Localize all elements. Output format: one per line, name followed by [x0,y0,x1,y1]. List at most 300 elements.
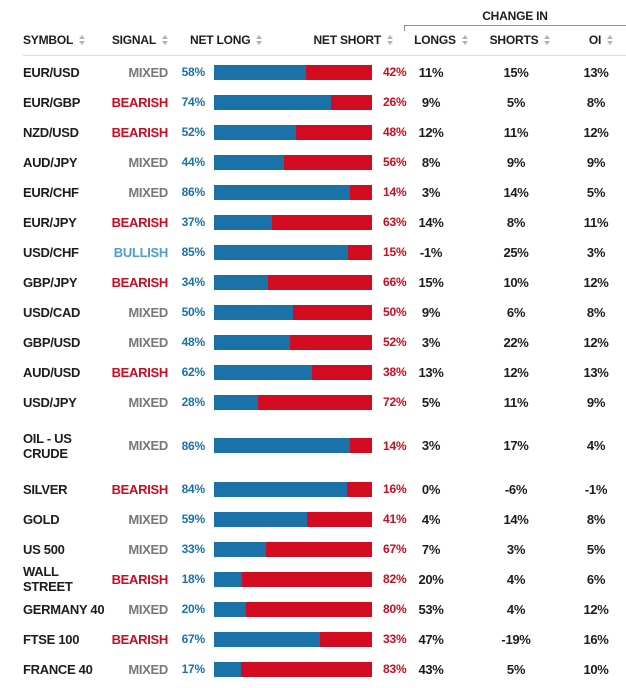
change-shorts-value: 4% [506,601,526,617]
spacer [546,624,566,654]
change-oi-value: 9% [586,394,606,410]
table-row [0,474,626,504]
column-header-signal[interactable] [100,32,168,48]
table-row [0,417,626,474]
column-header-symbol-label: SYMBOL [23,33,74,47]
change-in-group-label: CHANGE IN [482,9,548,23]
net-long-bar [214,572,242,587]
net-long-value: 20% [181,602,205,616]
net-long-bar [214,95,331,110]
change-shorts-value: -6% [504,481,528,497]
symbol-cell[interactable]: OIL - US CRUDE [23,430,72,461]
table-body [0,57,626,688]
net-long-value: 34% [181,275,205,289]
symbol-cell[interactable]: EUR/CHF [23,184,79,200]
spacer [205,327,214,357]
symbol-cell[interactable]: AUD/USD [23,364,81,380]
net-long-bar [214,662,241,677]
sentiment-bar [214,572,372,587]
sort-icon[interactable] [79,35,85,45]
sentiment-bar [214,662,372,677]
spacer [205,297,214,327]
net-short-bar [306,65,372,80]
column-header-net-long-label: NET LONG [190,33,251,47]
signal-cell: BULLISH [113,244,168,260]
change-longs-value: 8% [421,154,441,170]
spacer [546,207,566,237]
spacer [546,117,566,147]
symbol-cell[interactable]: EUR/USD [23,64,80,80]
change-longs-value: 11% [418,64,444,80]
net-short-bar [246,602,372,617]
sentiment-bar [214,275,372,290]
net-long-value: 58% [181,65,205,79]
spacer [372,357,383,387]
net-long-bar [214,512,307,527]
spacer [205,237,214,267]
spacer [546,504,566,534]
sentiment-bar [214,542,372,557]
sentiment-bar [214,632,372,647]
spacer [546,147,566,177]
spacer [372,564,383,594]
spacer [205,417,214,474]
net-long-value: 59% [181,512,205,526]
sentiment-bar [214,305,372,320]
net-short-value: 80% [383,602,407,616]
symbol-cell[interactable]: GBP/JPY [23,274,78,290]
net-short-value: 33% [383,632,407,646]
sentiment-bar [214,155,372,170]
table-row [0,534,626,564]
table-row [0,207,626,237]
change-longs-value: 14% [418,214,444,230]
net-long-value: 84% [181,482,205,496]
signal-cell: BEARISH [111,94,168,110]
net-long-bar [214,438,350,453]
net-short-bar [350,438,372,453]
signal-cell: MIXED [128,511,168,527]
signal-cell: MIXED [128,601,168,617]
symbol-cell[interactable]: SILVER [23,481,68,497]
spacer [372,297,383,327]
net-long-value: 86% [181,438,205,453]
spacer [205,387,214,417]
spacer [451,564,486,594]
spacer [451,147,486,177]
spacer [205,177,214,207]
change-longs-value: 7% [421,541,441,557]
change-shorts-value: 25% [503,244,529,260]
change-oi-value: 12% [583,124,609,140]
spacer [451,207,486,237]
change-shorts-value: 12% [503,364,529,380]
change-longs-value: 5% [421,394,441,410]
spacer [205,624,214,654]
spacer [451,624,486,654]
net-long-bar [214,65,306,80]
net-long-bar [214,185,350,200]
net-short-bar [320,632,372,647]
net-short-bar [242,572,372,587]
symbol-cell[interactable]: WALL STREET [23,564,73,594]
spacer [372,267,383,297]
column-header-symbol[interactable] [23,32,85,48]
spacer [546,654,566,684]
symbol-cell[interactable]: GOLD [23,511,60,527]
change-oi-value: 4% [586,438,606,453]
signal-cell: BEARISH [111,481,168,497]
sentiment-bar [214,215,372,230]
net-short-bar [348,245,372,260]
net-long-value: 17% [181,662,205,676]
spacer [372,177,383,207]
net-short-bar [350,185,372,200]
signal-cell: MIXED [128,334,168,350]
spacer [546,594,566,624]
net-long-bar [214,215,272,230]
net-long-value: 44% [181,155,205,169]
header-divider [23,55,626,56]
net-long-bar [214,482,347,497]
table-row [0,504,626,534]
signal-cell: BEARISH [111,214,168,230]
table-row [0,57,626,87]
spacer [205,474,214,504]
spacer [546,327,566,357]
net-short-bar [307,512,372,527]
change-shorts-value: 6% [506,304,526,320]
symbol-cell[interactable]: US 500 [23,541,65,557]
column-header-change-oi[interactable] [566,32,626,48]
net-short-value: 56% [383,155,407,169]
net-long-bar [214,542,266,557]
sort-icon[interactable] [544,35,550,45]
change-oi-value: -1% [584,481,608,497]
change-oi-value: 8% [586,94,606,110]
spacer [451,534,486,564]
spacer [205,654,214,684]
change-shorts-value: 5% [506,94,526,110]
change-longs-value: 20% [418,571,444,587]
net-short-value: 14% [383,438,407,453]
spacer [372,417,383,474]
net-long-bar [214,155,284,170]
net-long-value: 37% [181,215,205,229]
net-short-bar [312,365,372,380]
change-shorts-value: 10% [503,274,529,290]
spacer [546,564,566,594]
net-short-bar [331,95,372,110]
sentiment-bar [214,245,372,260]
spacer [205,267,214,297]
net-short-value: 48% [383,125,407,139]
signal-cell: BEARISH [111,631,168,647]
net-short-bar [290,335,372,350]
signal-cell: MIXED [128,184,168,200]
change-oi-value: 3% [586,244,606,260]
change-shorts-value: 17% [503,438,529,453]
spacer [451,177,486,207]
spacer [451,387,486,417]
change-shorts-value: 15% [503,64,529,80]
spacer [372,327,383,357]
net-short-bar [347,482,372,497]
table-row [0,357,626,387]
sentiment-bar [214,95,372,110]
spacer [372,87,383,117]
spacer [205,564,214,594]
spacer [451,594,486,624]
column-header-net-short-label: NET SHORT [313,33,381,47]
sentiment-bar [214,482,372,497]
sentiment-bar [214,125,372,140]
change-longs-value: 12% [418,124,444,140]
change-longs-value: 9% [421,94,441,110]
change-oi-value: 13% [583,64,609,80]
column-header-change-shorts[interactable] [483,32,557,48]
column-header-change-longs[interactable] [404,32,478,48]
change-shorts-value: 14% [503,184,529,200]
spacer [546,237,566,267]
change-shorts-value: 5% [506,661,526,677]
spacer [205,534,214,564]
change-shorts-value: 11% [503,394,529,410]
net-short-value: 38% [383,365,407,379]
change-longs-value: 13% [418,364,444,380]
symbol-cell[interactable]: EUR/GBP [23,94,81,110]
signal-cell: BEARISH [111,124,168,140]
symbol-cell[interactable]: FTSE 100 [23,631,80,647]
change-longs-value: 3% [421,334,441,350]
sort-icon[interactable] [162,35,168,45]
signal-cell: MIXED [128,661,168,677]
spacer [546,387,566,417]
change-oi-value: 8% [586,511,606,527]
symbol-cell[interactable]: USD/CHF [23,244,79,260]
spacer [205,117,214,147]
table-header [0,0,626,57]
net-long-value: 48% [181,335,205,349]
spacer [205,57,214,87]
spacer [372,474,383,504]
net-long-value: 50% [181,305,205,319]
net-long-bar [214,632,320,647]
change-shorts-value: 11% [503,124,529,140]
change-longs-value: 43% [418,661,444,677]
net-short-value: 63% [383,215,407,229]
spacer [205,87,214,117]
symbol-cell[interactable]: GERMANY 40 [23,601,105,617]
symbol-cell[interactable]: EUR/JPY [23,214,77,230]
spacer [205,147,214,177]
change-longs-value: 3% [421,184,441,200]
change-in-bracket [404,25,626,31]
net-short-bar [296,125,372,140]
spacer [546,267,566,297]
spacer [372,237,383,267]
column-header-net-short[interactable] [250,32,393,48]
spacer [205,357,214,387]
spacer [451,327,486,357]
spacer [372,504,383,534]
symbol-cell[interactable]: USD/JPY [23,394,77,410]
signal-cell: MIXED [128,394,168,410]
table-row [0,564,626,594]
signal-cell: MIXED [128,154,168,170]
net-short-bar [258,395,372,410]
table-row [0,237,626,267]
change-oi-value: 11% [583,214,609,230]
spacer [205,594,214,624]
spacer [546,177,566,207]
spacer [546,357,566,387]
change-oi-value: 8% [586,304,606,320]
net-short-value: 52% [383,335,407,349]
change-shorts-value: 3% [506,541,526,557]
spacer [372,534,383,564]
table-row [0,594,626,624]
net-long-value: 52% [181,125,205,139]
symbol-cell[interactable]: NZD/USD [23,124,79,140]
spacer [546,474,566,504]
change-shorts-value: 9% [506,154,526,170]
change-oi-value: 9% [586,154,606,170]
sort-icon[interactable] [387,35,393,45]
change-longs-value: -1% [419,244,443,260]
net-long-value: 67% [181,632,205,646]
spacer [546,57,566,87]
signal-cell: BEARISH [111,274,168,290]
table-row [0,177,626,207]
table-row [0,327,626,357]
table-row [0,117,626,147]
signal-cell: MIXED [128,304,168,320]
spacer [372,207,383,237]
net-long-bar [214,305,293,320]
spacer [205,207,214,237]
net-long-value: 62% [181,365,205,379]
table-row [0,654,626,684]
net-short-bar [266,542,372,557]
change-oi-value: 10% [583,661,609,677]
sentiment-bar [214,512,372,527]
spacer [372,147,383,177]
change-longs-value: 53% [418,601,444,617]
spacer [546,417,566,474]
signal-cell: BEARISH [111,364,168,380]
spacer [372,594,383,624]
symbol-cell[interactable]: FRANCE 40 [23,661,93,677]
spacer [451,237,486,267]
signal-cell: MIXED [128,64,168,80]
change-shorts-value: -19% [501,631,531,647]
change-longs-value: 0% [421,481,441,497]
sentiment-bar [214,438,372,453]
spacer [372,387,383,417]
net-long-bar [214,125,296,140]
spacer [372,57,383,87]
spacer [451,417,486,474]
change-longs-value: 3% [421,438,441,453]
table-row [0,387,626,417]
net-short-value: 16% [383,482,407,496]
net-short-value: 82% [383,572,407,586]
net-long-bar [214,275,268,290]
spacer [451,297,486,327]
net-short-value: 26% [383,95,407,109]
change-oi-value: 12% [583,601,609,617]
change-oi-value: 5% [586,541,606,557]
sentiment-bar [214,395,372,410]
net-short-value: 42% [383,65,407,79]
change-longs-value: 15% [418,274,444,290]
net-long-bar [214,335,290,350]
spacer [372,117,383,147]
spacer [451,57,486,87]
net-short-value: 15% [383,245,407,259]
net-long-value: 86% [181,185,205,199]
change-longs-value: 4% [421,511,441,527]
table-row [0,624,626,654]
net-short-bar [272,215,372,230]
net-long-value: 18% [181,572,205,586]
symbol-cell[interactable]: GBP/USD [23,334,81,350]
spacer [451,117,486,147]
net-short-value: 14% [383,185,407,199]
sentiment-bar [214,335,372,350]
change-shorts-value: 22% [503,334,529,350]
sentiment-bar [214,185,372,200]
net-long-value: 33% [181,542,205,556]
change-shorts-value: 14% [503,511,529,527]
spacer [546,297,566,327]
net-long-bar [214,365,312,380]
symbol-cell[interactable]: USD/CAD [23,304,81,320]
change-longs-value: 47% [418,631,444,647]
table-row [0,147,626,177]
spacer [372,654,383,684]
net-short-value: 66% [383,275,407,289]
spacer [546,534,566,564]
change-oi-value: 12% [583,274,609,290]
net-long-bar [214,602,246,617]
spacer [205,504,214,534]
sort-icon[interactable] [462,35,468,45]
net-short-value: 83% [383,662,407,676]
table-row [0,87,626,117]
spacer [451,654,486,684]
net-short-value: 41% [383,512,407,526]
column-header-change-shorts-label: SHORTS [489,33,539,47]
net-long-bar [214,395,258,410]
net-short-bar [284,155,372,170]
symbol-cell[interactable]: AUD/JPY [23,154,78,170]
sentiment-bar [214,602,372,617]
spacer [451,504,486,534]
signal-cell: MIXED [128,438,168,453]
column-header-signal-label: SIGNAL [111,33,156,47]
change-shorts-value: 4% [506,571,526,587]
change-oi-value: 16% [583,631,609,647]
sort-icon[interactable] [607,35,613,45]
net-long-bar [214,245,348,260]
change-oi-value: 13% [583,364,609,380]
change-shorts-value: 8% [506,214,526,230]
change-oi-value: 6% [586,571,606,587]
sentiment-bar [214,365,372,380]
column-header-change-longs-label: LONGS [414,33,456,47]
